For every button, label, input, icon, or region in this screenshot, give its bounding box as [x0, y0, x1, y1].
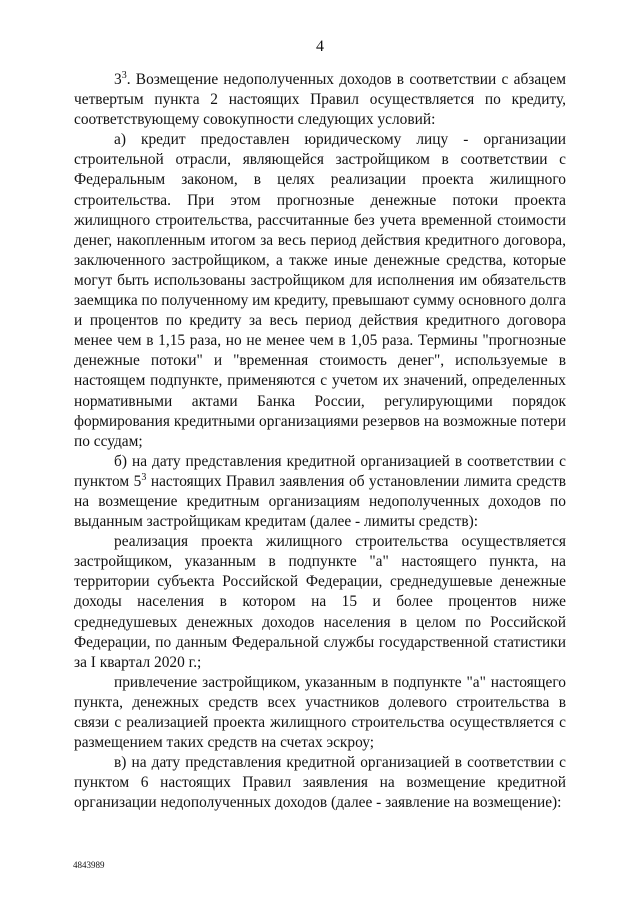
paragraph-v: в) на дату представления кредитной организацией в соответствии с пунктом 6 настоящих Правил заявления на возмещение кредитной организации недополученных доходов (далее - заявление на возмещение): — [74, 754, 566, 812]
paragraph-3-3: $3^3$. Возмещение недополученных доходов в соответствии с абзацем четвертым пункта 2 настоящих Правил осуществляется по кредиту, соответствующему совокупности следующих условий: — [74, 69, 566, 129]
document-id: 4843989 — [73, 860, 105, 870]
paragraph-a: а) кредит предоставлен юридическому лицу - организации строительной отрасли, являющейся застройщиком в соответствии с Федеральным законом, в целях реализации проекта жилищного строительства. При этом прогнозные денежные потоки проекта жилищного строительства, рассчитанные без учета временной стоимости денег, накопленным итогом за весь период действия кредитного договора, заключенного застройщиком, а также иные денежные средства, которые могут быть использованы застройщиком для исполнения им обязательств заемщика по полученному им кредиту, превышают сумму основного долга и процентов по кредиту за весь период действия кредитного договора менее чем в 1,15 раза, но не менее чем в 1,05 раза. Термины "прогнозные денежные потоки" и "временная стоимость денег", используемые в настоящем подпункте, применяются с учетом их значений, определенных нормативными актами Банка России, регулирующими порядок формирования кредитными организациями резервов на возможные потери по ссудам; — [74, 131, 566, 450]
paragraph-b-escrow: привлечение застройщиком, указанным в подпункте "а" настоящего пункта, денежных средств всех участников долевого строительства в связи с реализацией проекта жилищного строительства осуществляется с размещением таких средств на счетах эскроу; — [74, 673, 566, 752]
page-number: 4 — [316, 38, 324, 55]
document-body — [74, 70, 566, 813]
paragraph-b: б) на дату представления кредитной организацией в соответствии с пунктом $5^3$ настоящих Правил заявления об установлении лимита средств на возмещение кредитным организациям недополученных доходов по выданным застройщикам кредитам (далее - лимиты средств): — [74, 452, 566, 531]
paragraph-b-region: реализация проекта жилищного строительства осуществляется застройщиком, указанным в подпункте "а" настоящего пункта, на территории субъекта Российской Федерации, среднедушевые денежные доходы населения в котором на 15 и более процентов ниже среднедушевых денежных доходов населения в целом по Российской Федерации, по данным Федеральной службы государственной статистики за I квартал 2020 г.; — [74, 533, 566, 671]
